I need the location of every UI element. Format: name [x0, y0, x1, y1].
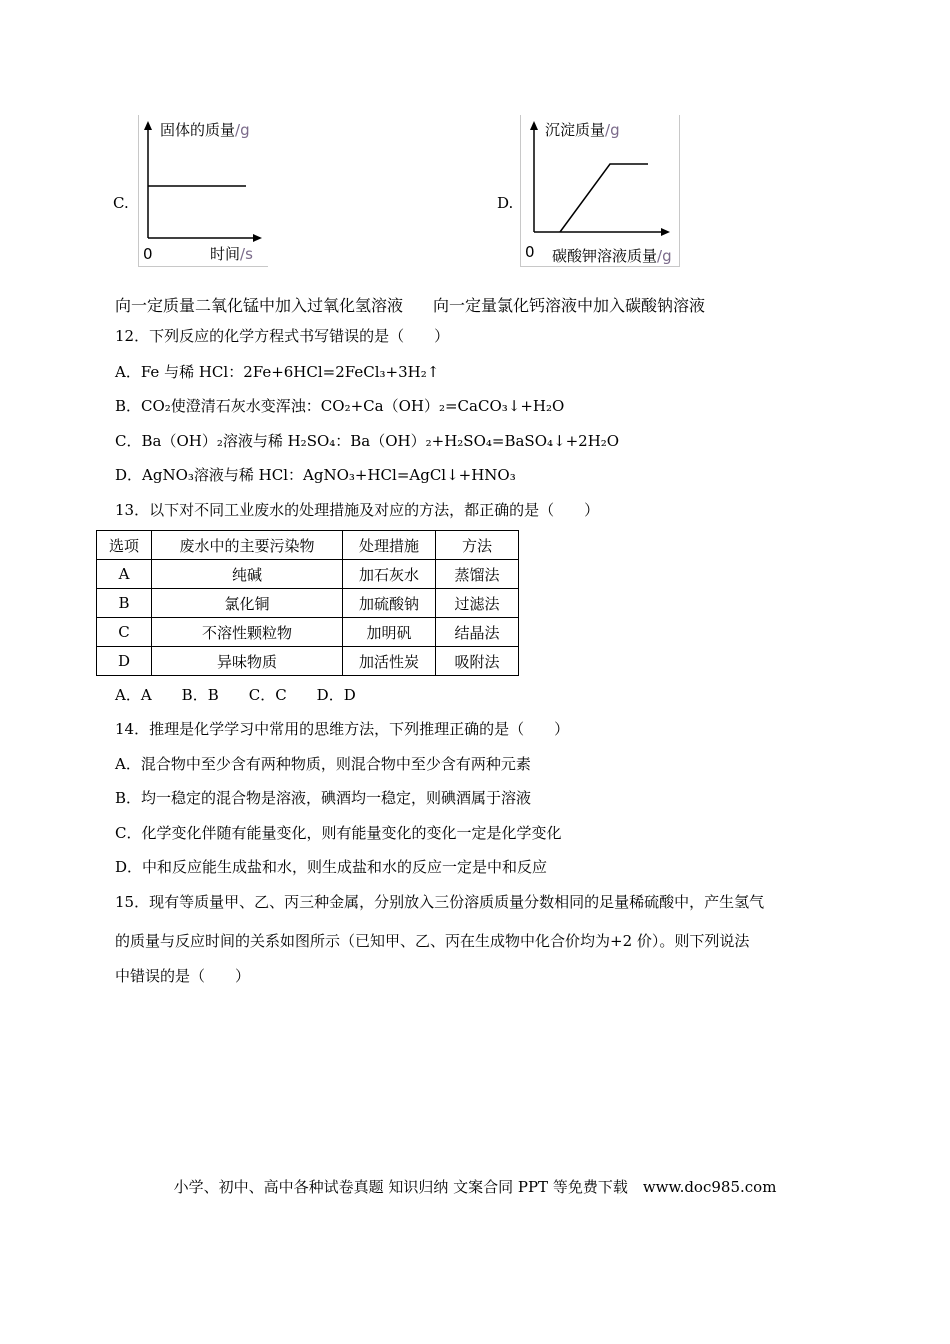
graph-d-caption: 向一定量氯化钙溶液中加入碳酸钠溶液 — [433, 296, 706, 315]
table-cell: 吸附法 — [436, 647, 519, 676]
option-d-label: D. — [497, 194, 514, 212]
graph-d-xlabel: 碳酸钾溶液质量/g — [552, 247, 672, 265]
table-cell: 加明矾 — [343, 618, 436, 647]
q14-option-a: A．混合物中至少含有两种物质，则混合物中至少含有两种元素 — [115, 755, 531, 773]
q13-options: A．A B．B C．C D．D — [115, 686, 356, 704]
table-row — [97, 589, 519, 618]
q15-line-3: 中错误的是（ ） — [115, 967, 251, 985]
table-header-cell: 选项 — [97, 531, 152, 560]
table-header-cell: 处理措施 — [343, 531, 436, 560]
table-cell: 加活性炭 — [343, 647, 436, 676]
option-c-label: C. — [113, 194, 129, 212]
table-cell: 过滤法 — [436, 589, 519, 618]
table-cell: 氯化铜 — [152, 589, 343, 618]
table-cell: 异味物质 — [152, 647, 343, 676]
graph-c-caption: 向一定质量二氧化锰中加入过氧化氢溶液 — [115, 296, 404, 315]
graph-d-ylabel: 沉淀质量/g — [545, 121, 620, 139]
q12-option-c: C．Ba（OH）₂溶液与稀 H₂SO₄：Ba（OH）₂+H₂SO₄=BaSO₄↓+2H₂O — [115, 432, 620, 450]
page-footer: 小学、初中、高中各种试卷真题 知识归纳 文案合同 PPT 等免费下载 www.doc985.com — [173, 1178, 777, 1196]
table-row — [97, 560, 519, 589]
graph-d — [520, 115, 680, 267]
graph-c-ylabel: 固体的质量/g — [160, 121, 250, 139]
table-row — [97, 647, 519, 676]
table-header-cell: 方法 — [436, 531, 519, 560]
q12-stem: 12．下列反应的化学方程式书写错误的是（ ） — [115, 327, 450, 345]
table-cell: A — [97, 560, 152, 589]
q15-line-1: 15．现有等质量甲、乙、丙三种金属，分别放入三份溶质质量分数相同的足量稀硫酸中，产生氢气 — [115, 893, 765, 911]
q15-line-2: 的质量与反应时间的关系如图所示（已知甲、乙、丙在生成物中化合价均为+2 价）。则下列说法 — [115, 932, 750, 950]
table-cell: D — [97, 647, 152, 676]
q13-table — [96, 530, 519, 676]
graph-d-precipitate-line — [560, 164, 648, 232]
table-cell: 加硫酸钠 — [343, 589, 436, 618]
q14-option-d: D．中和反应能生成盐和水，则生成盐和水的反应一定是中和反应 — [115, 858, 548, 876]
graph-c — [138, 115, 268, 267]
table-cell: 不溶性颗粒物 — [152, 618, 343, 647]
table-header-row — [97, 531, 519, 560]
table-cell: 蒸馏法 — [436, 560, 519, 589]
q14-option-c: C．化学变化伴随有能量变化，则有能量变化的变化一定是化学变化 — [115, 824, 562, 842]
table-cell: 结晶法 — [436, 618, 519, 647]
q14-option-b: B．均一稳定的混合物是溶液，碘酒均一稳定，则碘酒属于溶液 — [115, 789, 532, 807]
table-cell: 加石灰水 — [343, 560, 436, 589]
q12-option-a: A．Fe 与稀 HCl：2Fe+6HCl=2FeCl₃+3H₂↑ — [115, 363, 440, 381]
graph-c-origin: 0 — [143, 245, 153, 263]
q12-option-d: D．AgNO₃溶液与稀 HCl：AgNO₃+HCl=AgCl↓+HNO₃ — [115, 466, 516, 484]
table-cell: B — [97, 589, 152, 618]
q14-stem: 14．推理是化学学习中常用的思维方法，下列推理正确的是（ ） — [115, 720, 570, 738]
table-row — [97, 618, 519, 647]
graph-c-xlabel: 时间/s — [210, 245, 253, 263]
q12-option-b: B．CO₂使澄清石灰水变浑浊：CO₂+Ca（OH）₂=CaCO₃↓+H₂O — [115, 397, 565, 415]
q13-stem: 13．以下对不同工业废水的处理措施及对应的方法，都正确的是（ ） — [115, 501, 600, 519]
table-header-cell: 废水中的主要污染物 — [152, 531, 343, 560]
table-cell: C — [97, 618, 152, 647]
graph-d-origin: 0 — [525, 243, 535, 261]
table-cell: 纯碱 — [152, 560, 343, 589]
